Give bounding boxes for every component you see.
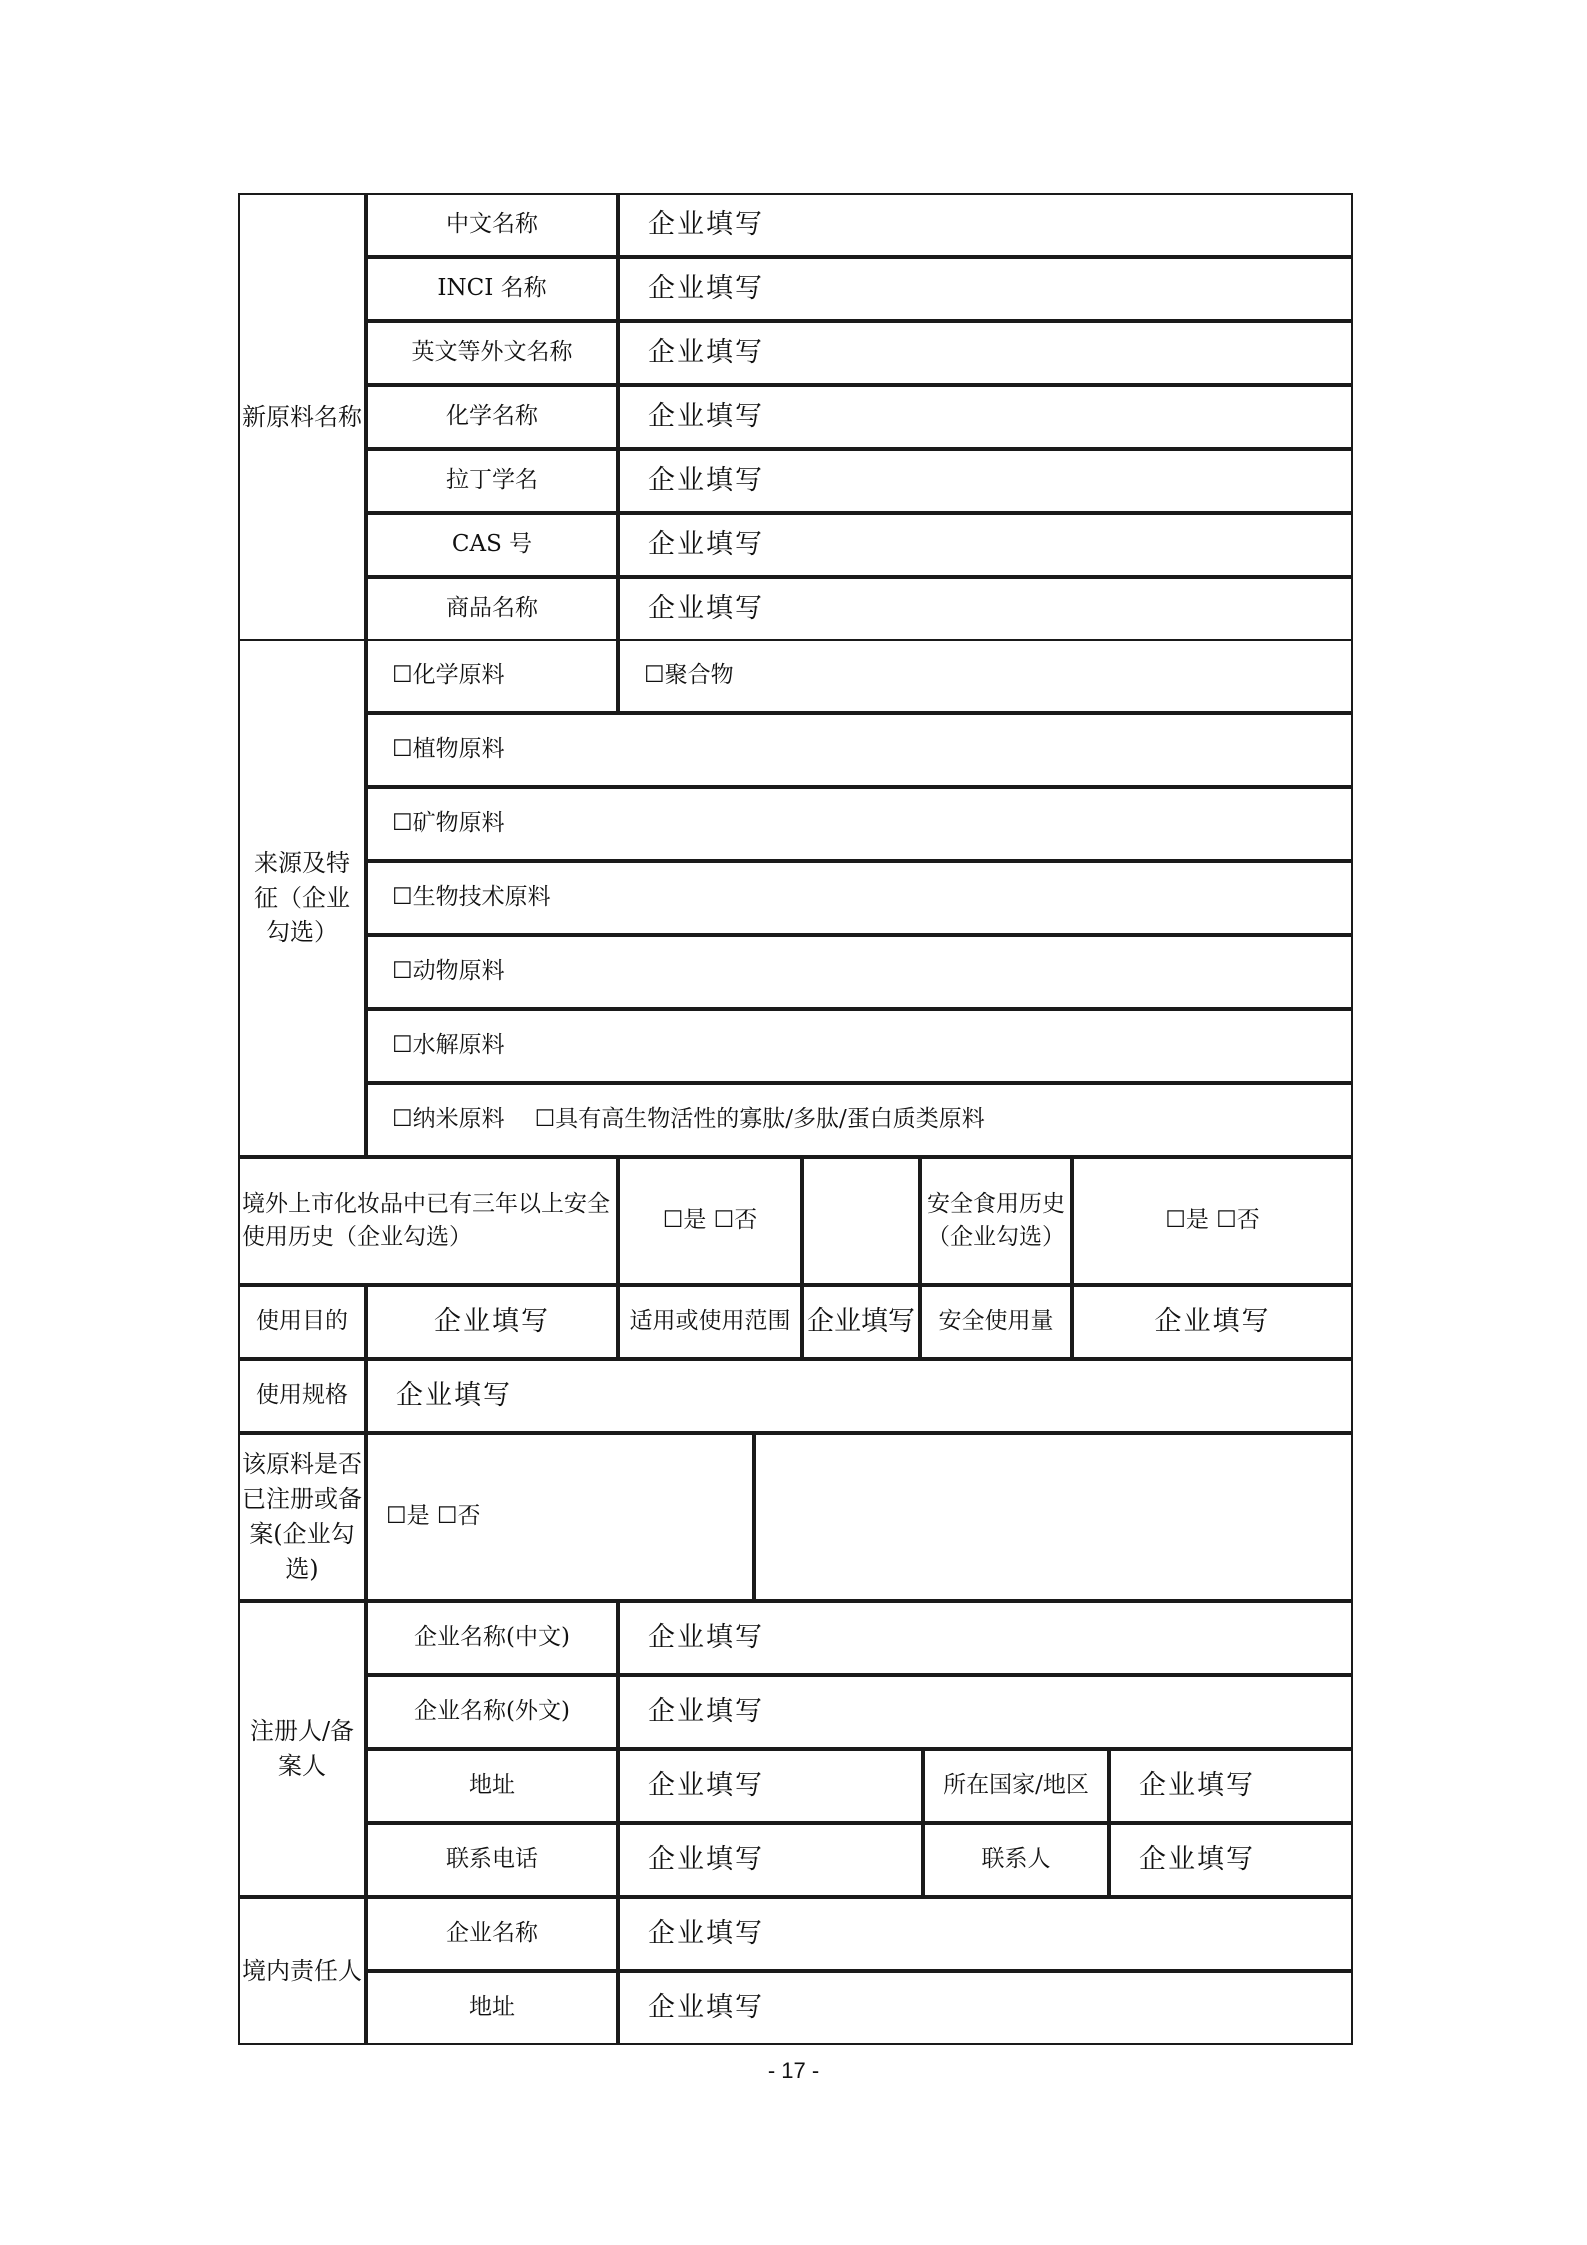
latin-name-field[interactable]: 企业填写 <box>618 449 1353 513</box>
registered-choice[interactable]: ☐是 ☐否 <box>366 1433 754 1601</box>
option-peptide-checkbox[interactable]: ☐具有高生物活性的寡肽/多肽/蛋白质类原料 <box>534 1106 985 1133</box>
inci-name-label: INCI 名称 <box>366 257 618 321</box>
registrant-section <box>238 1601 1353 1897</box>
amount-label: 安全使用量 <box>920 1285 1072 1359</box>
domestic-header: 境内责任人 <box>238 1897 366 2045</box>
contact-field[interactable]: 企业填写 <box>1109 1823 1353 1897</box>
chemical-name-label: 化学名称 <box>366 385 618 449</box>
company-cn-label: 企业名称(中文) <box>366 1601 618 1675</box>
names-section <box>238 193 1353 641</box>
spec-section <box>238 1359 1353 1433</box>
overseas-history-label: 境外上市化妆品中已有三年以上安全使用历史（企业勾选） <box>238 1157 618 1285</box>
registered-label: 该原料是否已注册或备案(企业勾选) <box>238 1433 366 1601</box>
name-cn-field[interactable]: 企业填写 <box>618 193 1353 257</box>
country-field[interactable]: 企业填写 <box>1109 1749 1353 1823</box>
address-label: 地址 <box>366 1749 618 1823</box>
option-animal-checkbox[interactable]: ☐动物原料 <box>366 935 1353 1009</box>
history-section <box>238 1157 1353 1285</box>
phone-label: 联系电话 <box>366 1823 618 1897</box>
option-biotech-checkbox[interactable]: ☐生物技术原料 <box>366 861 1353 935</box>
registrant-header: 注册人/备案人 <box>238 1601 366 1897</box>
cas-number-field[interactable]: 企业填写 <box>618 513 1353 577</box>
scope-label: 适用或使用范围 <box>618 1285 802 1359</box>
food-history-choice[interactable]: ☐是 ☐否 <box>1072 1157 1353 1285</box>
option-row-nano-peptide <box>366 1083 1353 1157</box>
company-foreign-field[interactable]: 企业填写 <box>618 1675 1353 1749</box>
source-header: 来源及特征（企业勾选） <box>238 639 366 1157</box>
blank-cell <box>802 1157 920 1285</box>
option-chemical-checkbox[interactable]: ☐化学原料 <box>366 639 618 713</box>
cas-number-label: CAS 号 <box>366 513 618 577</box>
trade-name-field[interactable]: 企业填写 <box>618 577 1353 641</box>
foreign-name-field[interactable]: 企业填写 <box>618 321 1353 385</box>
trade-name-label: 商品名称 <box>366 577 618 641</box>
purpose-field[interactable]: 企业填写 <box>366 1285 618 1359</box>
phone-field[interactable]: 企业填写 <box>618 1823 923 1897</box>
domestic-company-label: 企业名称 <box>366 1897 618 1971</box>
address-field[interactable]: 企业填写 <box>618 1749 923 1823</box>
country-label: 所在国家/地区 <box>923 1749 1109 1823</box>
option-nano-checkbox[interactable]: ☐纳米原料 <box>392 1106 505 1133</box>
name-cn-label: 中文名称 <box>366 193 618 257</box>
company-foreign-label: 企业名称(外文) <box>366 1675 618 1749</box>
scope-field[interactable]: 企业填写 <box>802 1285 920 1359</box>
latin-name-label: 拉丁学名 <box>366 449 618 513</box>
page-number: - 17 - <box>767 2058 820 2083</box>
usage-section <box>238 1285 1353 1359</box>
domestic-address-field[interactable]: 企业填写 <box>618 1971 1353 2045</box>
domestic-section <box>238 1897 1353 2045</box>
source-section <box>238 639 1353 1157</box>
foreign-name-label: 英文等外文名称 <box>366 321 618 385</box>
domestic-company-field[interactable]: 企业填写 <box>618 1897 1353 1971</box>
domestic-address-label: 地址 <box>366 1971 618 2045</box>
amount-field[interactable]: 企业填写 <box>1072 1285 1353 1359</box>
names-header: 新原料名称 <box>238 193 366 641</box>
option-hydrolyzed-checkbox[interactable]: ☐水解原料 <box>366 1009 1353 1083</box>
spec-label: 使用规格 <box>238 1359 366 1433</box>
option-plant-checkbox[interactable]: ☐植物原料 <box>366 713 1353 787</box>
food-history-label: 安全食用历史（企业勾选） <box>920 1157 1072 1285</box>
contact-label: 联系人 <box>923 1823 1109 1897</box>
option-mineral-checkbox[interactable]: ☐矿物原料 <box>366 787 1353 861</box>
company-cn-field[interactable]: 企业填写 <box>618 1601 1353 1675</box>
spec-field[interactable]: 企业填写 <box>366 1359 1353 1433</box>
overseas-history-choice[interactable]: ☐是 ☐否 <box>618 1157 802 1285</box>
chemical-name-field[interactable]: 企业填写 <box>618 385 1353 449</box>
option-polymer-checkbox[interactable]: ☐聚合物 <box>618 639 1353 713</box>
purpose-label: 使用目的 <box>238 1285 366 1359</box>
registered-blank-cell <box>754 1433 1353 1601</box>
inci-name-field[interactable]: 企业填写 <box>618 257 1353 321</box>
registered-section <box>238 1433 1353 1601</box>
